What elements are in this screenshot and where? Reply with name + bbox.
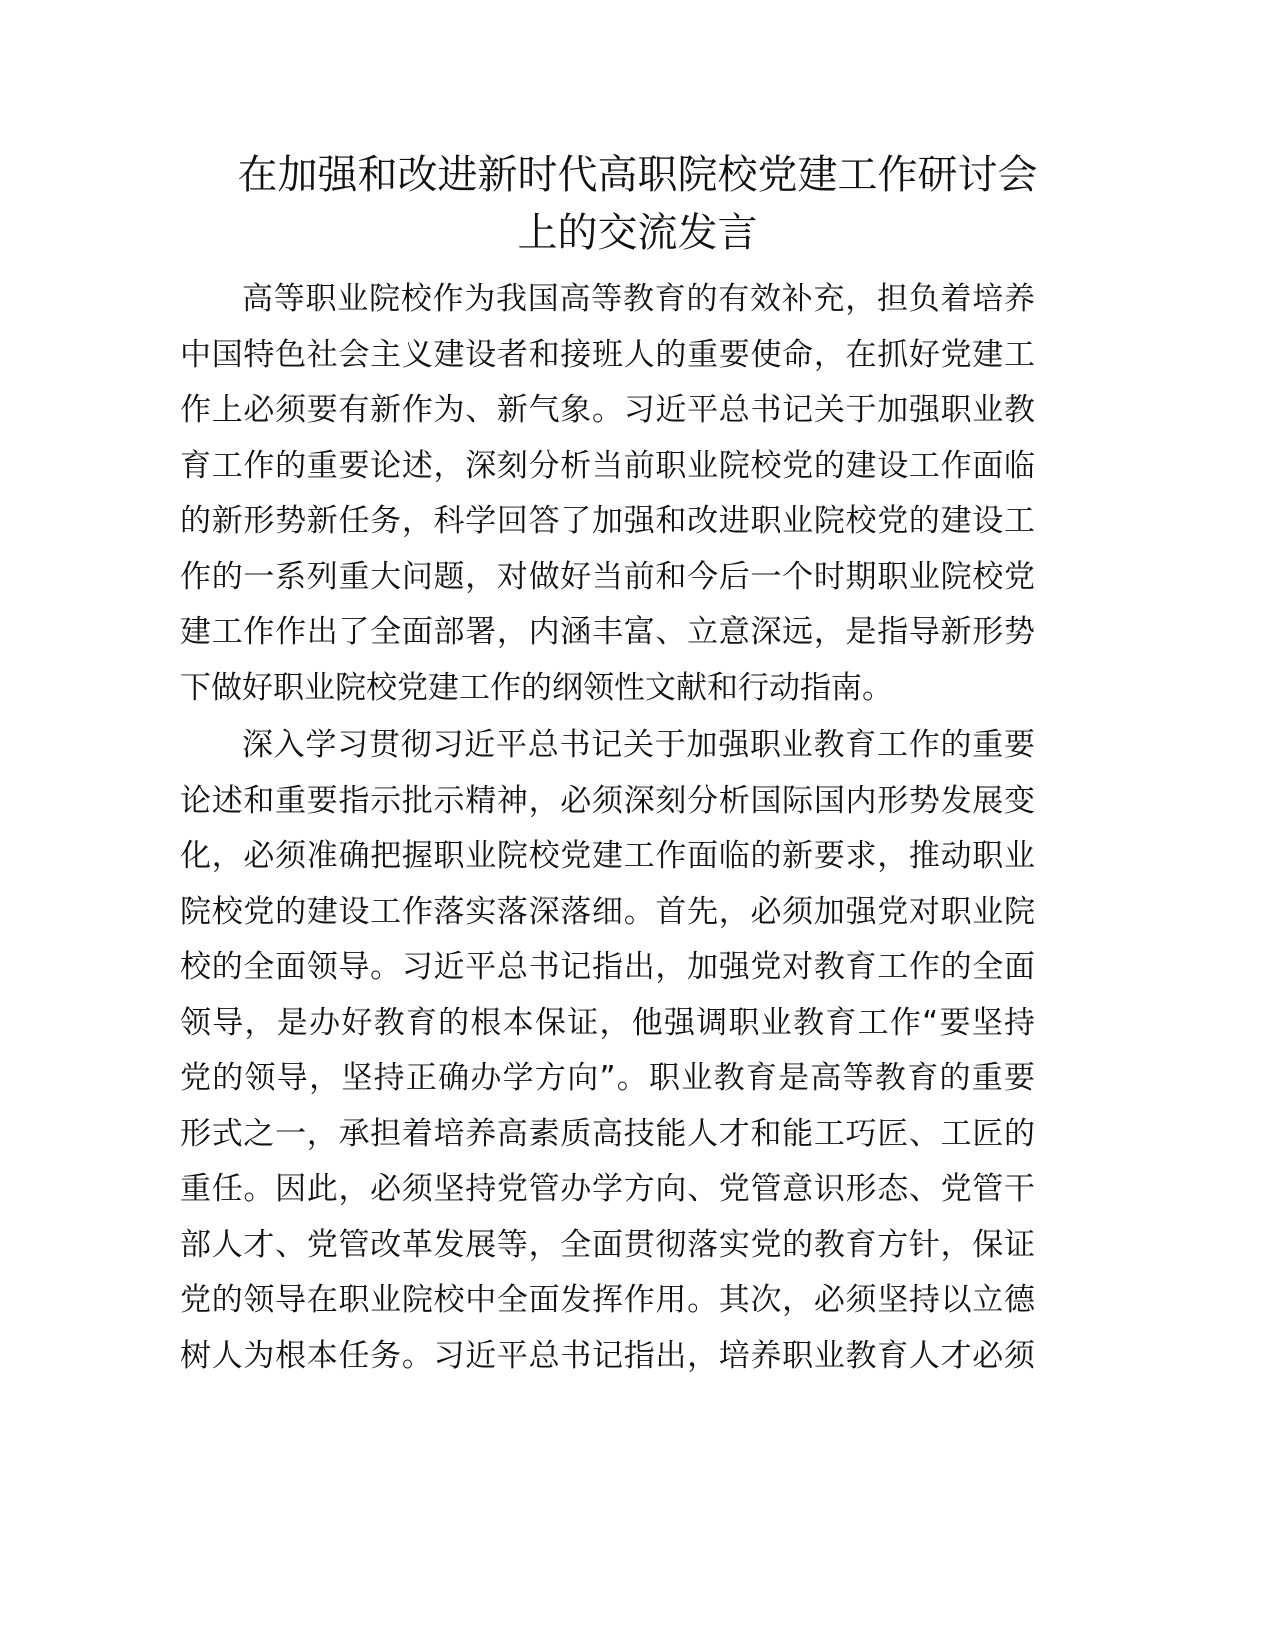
document-title xyxy=(150,146,1125,262)
text-line: 树人为根本任务。习近平总书记指出，培养职业教育人才必须 xyxy=(180,1337,1035,1374)
paragraph-2 xyxy=(180,718,1035,1384)
text-line: 校的全面领导。习近平总书记指出，加强党对教育工作的全面 xyxy=(180,949,1035,985)
text-line: 形式之一，承担着培养高素质高技能人才和能工巧匠、工匠的 xyxy=(180,1115,1035,1152)
text-line: 党的领导，坚持正确办学方向”。职业教育是高等教育的重要 xyxy=(180,1060,1035,1096)
text-line: 党的领导在职业院校中全面发挥作用。其次，必须坚持以立德 xyxy=(180,1282,1035,1318)
text-line: 重任。因此，必须坚持党管办学方向、党管意识形态、党管干 xyxy=(180,1171,1035,1207)
text-line: 作的一系列重大问题，对做好当前和今后一个时期职业院校党 xyxy=(180,558,1035,595)
text-line: 部人才、党管改革发展等，全面贯彻落实党的教育方针，保证 xyxy=(180,1226,1035,1263)
text-line: 的新形势新任务，科学回答了加强和改进职业院校党的建设工 xyxy=(180,503,1035,539)
text-line: 论述和重要指示批示精神，必须深刻分析国际国内形势发展变 xyxy=(180,782,1035,819)
title-line: 在加强和改进新时代高职院校党建工作研讨会 xyxy=(237,152,1038,198)
text-line: 领导，是办好教育的根本保证，他强调职业教育工作“要坚持 xyxy=(180,1004,1035,1041)
text-line: 育工作的重要论述，深刻分析当前职业院校党的建设工作面临 xyxy=(180,447,1035,484)
text-line: 作上必须要有新作为、新气象。习近平总书记关于加强职业教 xyxy=(180,392,1035,428)
text-line: 建工作作出了全面部署，内涵丰富、立意深远，是指导新形势 xyxy=(180,614,1035,650)
text-line: 化，必须准确把握职业院校党建工作面临的新要求，推动职业 xyxy=(180,838,1035,874)
text-line: 院校党的建设工作落实落深落细。首先，必须加强党对职业院 xyxy=(180,893,1035,930)
text-line: 下做好职业院校党建工作的纲领性文献和行动指南。 xyxy=(180,669,893,706)
document-body xyxy=(180,272,1035,1384)
title-line: 上的交流发言 xyxy=(517,210,758,256)
paragraph-1 xyxy=(180,272,1035,716)
text-line: 高等职业院校作为我国高等教育的有效补充，担负着培养 xyxy=(242,281,1035,317)
text-line: 深入学习贯彻习近平总书记关于加强职业教育工作的重要 xyxy=(242,727,1035,763)
text-line: 中国特色社会主义建设者和接班人的重要使命，在抓好党建工 xyxy=(180,336,1035,373)
